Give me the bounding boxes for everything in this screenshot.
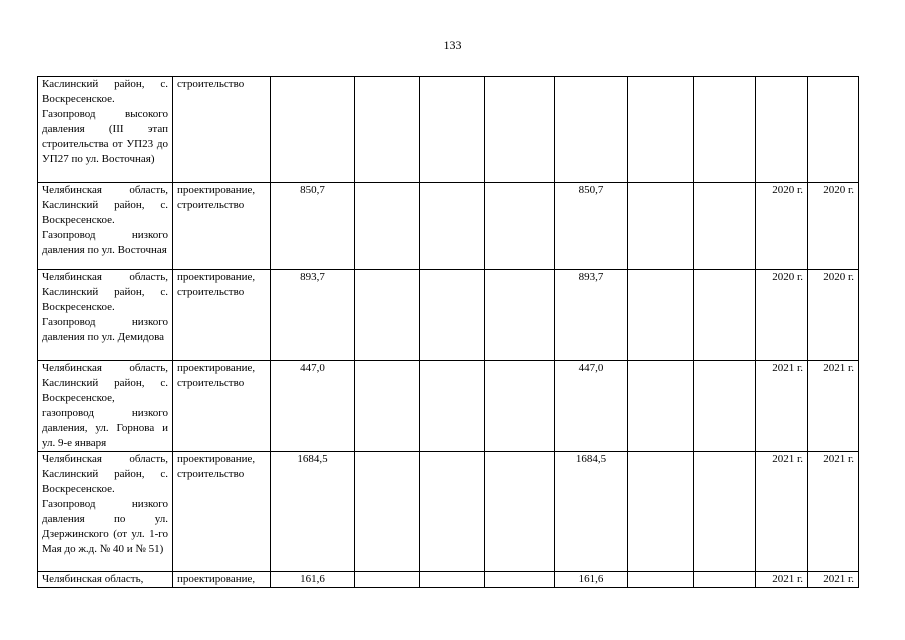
funding-cell xyxy=(355,270,420,361)
funding-cell xyxy=(485,361,555,452)
end-year-cell: 2020 г. xyxy=(808,183,859,270)
table-row xyxy=(38,361,859,452)
object-name-cell: Челябинская область, xyxy=(38,572,173,588)
funding-cell xyxy=(485,270,555,361)
funding-cell xyxy=(628,183,694,270)
end-year-cell: 2020 г. xyxy=(808,270,859,361)
funding-cell xyxy=(694,270,756,361)
total-cell: 1684,5 xyxy=(271,452,355,572)
funding-cell xyxy=(420,452,485,572)
start-year-cell: 2021 г. xyxy=(756,361,808,452)
stage-cell: проектирование, строительство xyxy=(173,270,271,361)
local-budget-cell xyxy=(555,77,628,183)
stage-cell: проектирование, строительство xyxy=(173,452,271,572)
object-name-cell: Челябинская область, Каслинский район, с. Воскресенское. Газопровод низкого давления по ул. Демидова xyxy=(38,270,173,361)
funding-cell xyxy=(628,361,694,452)
total-cell xyxy=(271,77,355,183)
funding-cell xyxy=(485,77,555,183)
funding-cell xyxy=(628,270,694,361)
funding-cell xyxy=(355,183,420,270)
funding-cell xyxy=(694,77,756,183)
total-cell: 893,7 xyxy=(271,270,355,361)
funding-cell xyxy=(420,572,485,588)
object-name-cell: Каслинский район, с. Воскресенское. Газопровод высокого давления (III этап строительства от УП23 до УП27 по ул. Восточная) xyxy=(38,77,173,183)
table-row xyxy=(38,452,859,572)
stage-cell: проектирование, строительство xyxy=(173,361,271,452)
end-year-cell xyxy=(808,77,859,183)
table-row xyxy=(38,572,859,588)
funding-cell xyxy=(355,361,420,452)
table-row xyxy=(38,270,859,361)
funding-cell xyxy=(694,572,756,588)
funding-cell xyxy=(355,452,420,572)
page-number: 133 xyxy=(443,38,462,52)
end-year-cell: 2021 г. xyxy=(808,572,859,588)
funding-cell xyxy=(694,452,756,572)
funding-cell xyxy=(420,77,485,183)
funding-cell xyxy=(420,270,485,361)
stage-cell: проектирование, строительство xyxy=(173,183,271,270)
object-name-cell: Челябинская область, Каслинский район, с. Воскресенское. Газопровод низкого давления по ул. Дзержинского (от ул. 1-го Мая до ж.д. № 40 и № 51) xyxy=(38,452,173,572)
local-budget-cell: 850,7 xyxy=(555,183,628,270)
object-name-cell: Челябинская область, Каслинский район, с. Воскресенское. Газопровод низкого давления по ул. Восточная xyxy=(38,183,173,270)
end-year-cell: 2021 г. xyxy=(808,361,859,452)
total-cell: 850,7 xyxy=(271,183,355,270)
funding-cell xyxy=(420,361,485,452)
investment-table xyxy=(37,76,859,588)
local-budget-cell: 893,7 xyxy=(555,270,628,361)
local-budget-cell: 161,6 xyxy=(555,572,628,588)
total-cell: 447,0 xyxy=(271,361,355,452)
start-year-cell: 2021 г. xyxy=(756,572,808,588)
end-year-cell: 2021 г. xyxy=(808,452,859,572)
stage-cell: строительство xyxy=(173,77,271,183)
funding-cell xyxy=(355,572,420,588)
funding-cell xyxy=(485,452,555,572)
start-year-cell xyxy=(756,77,808,183)
funding-cell xyxy=(628,77,694,183)
funding-cell xyxy=(420,183,485,270)
funding-cell xyxy=(628,572,694,588)
funding-cell xyxy=(485,572,555,588)
start-year-cell: 2020 г. xyxy=(756,183,808,270)
funding-cell xyxy=(694,361,756,452)
funding-cell xyxy=(355,77,420,183)
table-row xyxy=(38,183,859,270)
object-name-cell: Челябинская область, Каслинский район, с. Воскресенское, газопровод низкого давления, ул. Горнова и ул. 9-е января xyxy=(38,361,173,452)
start-year-cell: 2021 г. xyxy=(756,452,808,572)
start-year-cell: 2020 г. xyxy=(756,270,808,361)
stage-cell: проектирование, xyxy=(173,572,271,588)
funding-cell xyxy=(628,452,694,572)
local-budget-cell: 1684,5 xyxy=(555,452,628,572)
funding-cell xyxy=(694,183,756,270)
table-row xyxy=(38,77,859,183)
total-cell: 161,6 xyxy=(271,572,355,588)
local-budget-cell: 447,0 xyxy=(555,361,628,452)
funding-cell xyxy=(485,183,555,270)
